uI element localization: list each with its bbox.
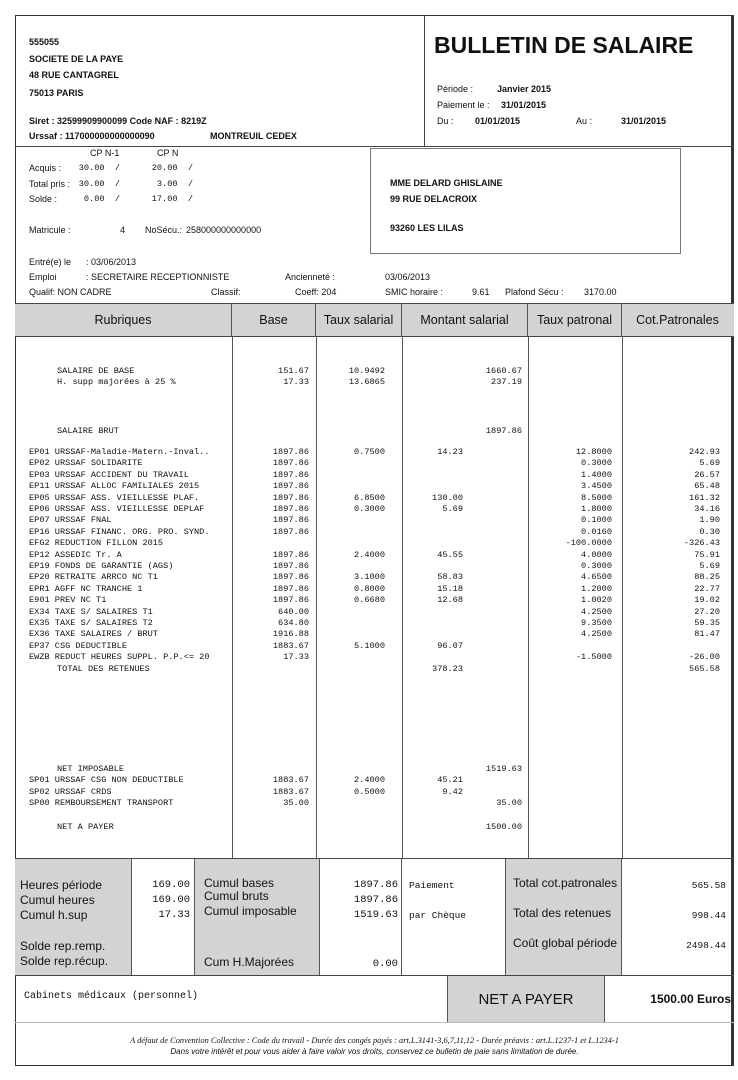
cell-cot-patronales: 65.48	[694, 481, 720, 492]
periode-label: Période :	[437, 84, 474, 94]
cell-taux-patronal: 0.0160	[581, 526, 612, 537]
cell-rubrique: EWZB REDUCT HEURES SUPPL. P.P.<= 20	[29, 652, 210, 663]
cell-montant-salarial: 5.69	[442, 504, 463, 514]
secu-number: 258000000000000	[186, 225, 262, 235]
total-cot-pat: 565.58	[691, 880, 726, 891]
classif: Classif:	[211, 287, 241, 297]
table-row	[0, 426, 738, 437]
cell-base: 1897.86	[272, 549, 309, 560]
cell-taux-salarial: 3.1000	[354, 572, 385, 583]
cell-base: 1883.67	[272, 640, 309, 651]
cell-base: 640.00	[278, 606, 309, 617]
cell-taux-patronal: 8.5000	[581, 492, 612, 503]
cell-cot-patronales: 26.57	[694, 469, 720, 480]
table-row	[0, 798, 738, 809]
cumul-imposable: 1519.63	[353, 909, 398, 921]
cell-taux-salarial: 13.6865	[348, 377, 385, 388]
cell-montant-salarial: 58.83	[437, 572, 463, 583]
cell-rubrique: EX34 TAXE S/ SALAIRES T1	[29, 606, 153, 617]
table-row	[0, 572, 738, 583]
table-row	[0, 641, 738, 652]
cell-rubrique: EP03 URSSAF ACCIDENT DU TRAVAIL	[29, 469, 189, 480]
company-urssaf-city: MONTREUIL CEDEX	[210, 131, 297, 141]
cell-montant-gain: 1660.67	[485, 366, 522, 376]
payment-mode: par Chèque	[409, 910, 467, 921]
divider	[424, 15, 425, 146]
cell-montant-gain: 1897.86	[485, 426, 522, 436]
cell-rubrique: EPR1 AGFF NC TRANCHE 1	[29, 583, 143, 594]
au-date: 31/01/2015	[621, 116, 667, 126]
cell-cot-patronales: 0.30	[699, 526, 720, 537]
company-urssaf: Urssaf : 117000000000000090	[29, 131, 155, 141]
cell-rubrique: EFG2 REDUCTION FILLON 2015	[29, 538, 164, 549]
document-title: BULLETIN DE SALAIRE	[434, 32, 694, 58]
table-row	[0, 447, 738, 458]
cell-cot-patronales: -326.43	[683, 538, 720, 549]
cp-n1-value: 30.00 /	[78, 163, 120, 173]
company-street: 48 RUE CANTAGREL	[29, 70, 119, 80]
cumul-bruts-label: Cumul bruts	[204, 889, 269, 903]
cell-base: 1897.86	[272, 561, 309, 571]
cell-taux-patronal: 3.4500	[581, 481, 612, 492]
table-row	[0, 787, 738, 798]
cell-cot-patronales: 1.90	[699, 515, 720, 526]
cell-base: 1897.86	[272, 469, 309, 480]
th-montant-salarial: Montant salarial	[402, 303, 528, 337]
cell-taux-salarial: 10.9492	[348, 366, 385, 376]
cell-rubrique: EX35 TAXE S/ SALAIRES T2	[29, 618, 153, 628]
cumul-hsup: 17.33	[158, 909, 190, 921]
company-siret: Siret : 32599909900099 Code NAF : 8219Z	[29, 116, 207, 126]
cell-base: 1897.86	[272, 572, 309, 583]
table-row	[0, 652, 738, 663]
cell-cot-patronales: 59.35	[694, 618, 720, 628]
cell-cot-patronales: 88.25	[694, 572, 720, 583]
cell-taux-patronal: 1.2000	[581, 583, 612, 594]
table-row	[0, 458, 738, 469]
cumul-bruts: 1897.86	[353, 894, 398, 906]
plafond: 3170.00	[584, 287, 617, 297]
cell-taux-patronal: 4.0000	[581, 549, 612, 560]
cell-rubrique: EP20 RETRAITE ARRCO NC T1	[29, 572, 158, 583]
cp-n1-header: CP N-1	[90, 148, 120, 158]
cum-hmaj: 0.00	[372, 958, 398, 970]
cell-montant-salarial: 378.23	[432, 663, 463, 674]
table-row	[0, 584, 738, 595]
divider	[15, 1022, 734, 1023]
cell-taux-patronal: 1.0020	[581, 595, 612, 606]
cell-montant-salarial: 12.68	[437, 595, 463, 606]
secu-label: NoSécu.:	[145, 225, 183, 235]
cell-base: 1883.67	[272, 775, 309, 786]
cell-cot-patronales: 75.91	[694, 549, 720, 560]
cout-global-label: Coût global période	[513, 936, 618, 950]
cell-rubrique: SP02 URSSAF CRDS	[29, 786, 112, 797]
cell-rubrique: EP05 URSSAF ASS. VIEILLESSE PLAF.	[29, 492, 200, 503]
heures-periode: 169.00	[152, 879, 190, 891]
cell-montant-salarial: 14.23	[437, 447, 463, 457]
cell-rubrique: SP00 REMBOURSEMENT TRANSPORT	[29, 798, 174, 809]
table-row	[0, 377, 738, 388]
cell-base: 17.33	[283, 377, 309, 388]
cell-base: 1897.86	[272, 515, 309, 526]
table-row	[0, 561, 738, 572]
paiement-date: 31/01/2015	[501, 100, 547, 110]
paiement-label: Paiement	[409, 880, 455, 891]
employee-street: 99 RUE DELACROIX	[390, 194, 478, 204]
smic: 9.61	[472, 287, 490, 297]
cell-taux-patronal: 4.2500	[581, 606, 612, 617]
table-row	[0, 481, 738, 492]
cell-taux-patronal: 1.8000	[581, 504, 612, 514]
matricule: 4	[120, 225, 126, 235]
legal-line-1: A défaut de Convention Collective : Code du travail - Durée des congés payés : art.L.3141-3,6,7,11,12 - Durée préavis : art.L.1237-1 et L.1234-1	[130, 1036, 619, 1045]
table-row	[0, 366, 738, 377]
cell-taux-patronal: 12.8000	[575, 447, 612, 457]
legal-line-2: Dans votre intérêt et pour vous aider à faire valoir vos droits, conservez ce bulletin de paie sans limitation de durée.	[170, 1047, 579, 1056]
cell-base: 151.67	[278, 366, 309, 376]
cell-montant-salarial: 45.55	[437, 549, 463, 560]
table-row	[0, 515, 738, 526]
cell-rubrique: EP37 CSG DEDUCTIBLE	[29, 640, 127, 651]
total-retenues-label: Total des retenues	[513, 906, 612, 920]
cell-taux-salarial: 0.3000	[354, 504, 385, 514]
cell-taux-salarial: 2.4000	[354, 775, 385, 786]
cell-montant-gain: 1519.63	[485, 764, 522, 774]
cp-n-value: 20.00 /	[151, 163, 193, 173]
cell-taux-patronal: -1.5000	[575, 652, 612, 663]
table-row	[0, 775, 738, 786]
employee-city: 93260 LES LILAS	[390, 223, 464, 233]
cell-taux-salarial: 2.4000	[354, 549, 385, 560]
cell-base: 1897.86	[272, 492, 309, 503]
cumul-heures-label: Cumul heures	[20, 893, 95, 907]
cumul-bases-label: Cumul bases	[204, 876, 275, 890]
th-base: Base	[232, 303, 316, 337]
th-taux-salarial: Taux salarial	[316, 303, 402, 337]
cell-cot-patronales: 81.47	[694, 629, 720, 640]
cell-cot-patronales: 5.69	[699, 561, 720, 571]
entree-date: : 03/06/2013	[86, 257, 137, 267]
table-row	[0, 629, 738, 640]
cell-taux-patronal: 4.2500	[581, 629, 612, 640]
cp-n-value: 17.00 /	[151, 194, 193, 204]
au-label: Au :	[576, 116, 593, 126]
total-cot-pat-label: Total cot.patronales	[513, 876, 618, 890]
table-row	[0, 764, 738, 775]
th-cot-patronales: Cot.Patronales	[636, 313, 719, 327]
qualif: Qualif: NON CADRE	[29, 287, 112, 297]
cell-taux-salarial: 6.8500	[354, 492, 385, 503]
cp-label: Acquis :	[29, 163, 62, 173]
cell-montant-gain: 35.00	[496, 798, 522, 809]
company-name: SOCIETE DE LA PAYE	[29, 54, 124, 64]
cell-montant-salarial: 15.18	[437, 583, 463, 594]
anciennete-label: Ancienneté :	[285, 272, 336, 282]
entree-label: Entré(e) le	[29, 257, 72, 267]
cell-rubrique: EP01 URSSAF-Maladie-Matern.-Inval..	[29, 447, 210, 457]
table-row	[0, 664, 738, 675]
legal-notice	[15, 1035, 734, 1057]
cell-base: 1897.86	[272, 458, 309, 469]
cell-rubrique: NET A PAYER	[57, 822, 114, 832]
cp-label: Total pris :	[29, 178, 71, 189]
solde-recup-label: Solde rep.récup.	[20, 954, 109, 968]
cell-rubrique: EP19 FONDS DE GARANTIE (AGS)	[29, 561, 174, 571]
cell-base: 1883.67	[272, 786, 309, 797]
cell-montant-gain: 1500.00	[485, 822, 522, 832]
cell-base: 1897.86	[272, 595, 309, 606]
cell-rubrique: TOTAL DES RETENUES	[57, 663, 150, 674]
cell-taux-salarial: 5.1000	[354, 640, 385, 651]
cell-base: 1897.86	[272, 481, 309, 492]
net-a-payer-value: 1500.00 Euros	[650, 992, 731, 1006]
divider	[15, 146, 734, 147]
cell-montant-salarial: 96.07	[437, 640, 463, 651]
cell-rubrique: SALAIRE BRUT	[57, 426, 119, 436]
cell-taux-salarial: 0.6680	[354, 595, 385, 606]
cp-n1-value: 0.00 /	[83, 194, 120, 204]
cell-cot-patronales: 5.69	[699, 458, 720, 469]
company-city: 75013 PARIS	[29, 88, 84, 98]
solde-remp-label: Solde rep.remp.	[20, 939, 106, 953]
cell-montant-salarial: 45.21	[437, 775, 463, 786]
cell-montant-gain: 237.19	[491, 377, 522, 388]
du-date: 01/01/2015	[475, 116, 521, 126]
cell-taux-salarial: 0.8000	[354, 583, 385, 594]
cell-rubrique: EP12 ASSEDIC Tr. A	[29, 549, 122, 560]
table-row	[0, 493, 738, 504]
cp-n-header: CP N	[157, 148, 179, 158]
cell-taux-patronal: 0.3000	[581, 561, 612, 571]
company-code: 555055	[29, 37, 60, 47]
emploi: : SECRETAIRE RECEPTIONNISTE	[86, 272, 230, 282]
cell-taux-patronal: 4.6500	[581, 572, 612, 583]
table-row	[0, 607, 738, 618]
cout-global: 2498.44	[686, 940, 726, 951]
cell-rubrique: SP01 URSSAF CSG NON DEDUCTIBLE	[29, 775, 184, 786]
cumul-heures: 169.00	[152, 894, 190, 906]
cell-cot-patronales: 19.02	[694, 595, 720, 606]
anciennete: 03/06/2013	[385, 272, 431, 282]
cumul-imposable-label: Cumul imposable	[204, 904, 297, 918]
table-row	[0, 550, 738, 561]
cell-taux-patronal: -100.0000	[565, 538, 612, 549]
cell-base: 1897.86	[272, 447, 309, 457]
cumul-hsup-label: Cumul h.sup	[20, 908, 88, 922]
table-row	[0, 470, 738, 481]
cell-taux-patronal: 0.3000	[581, 458, 612, 469]
table-row	[0, 504, 738, 515]
plafond-label: Plafond Sécu :	[505, 287, 564, 297]
cell-cot-patronales: 34.16	[694, 504, 720, 514]
table-row	[0, 822, 738, 833]
smic-label: SMIC horaire :	[385, 287, 444, 297]
cell-rubrique: H. supp majorées à 25 %	[57, 377, 176, 388]
cell-rubrique: EP16 URSSAF FINANC. ORG. PRO. SYND.	[29, 526, 210, 537]
cell-base: 35.00	[283, 798, 309, 809]
cumul-bases: 1897.86	[353, 879, 398, 891]
cell-rubrique: EP02 URSSAF SOLIDARITE	[29, 458, 143, 469]
cell-rubrique: NET IMPOSABLE	[57, 764, 125, 774]
cell-cot-patronales: 565.58	[689, 663, 720, 674]
total-retenues: 998.44	[691, 910, 726, 921]
emploi-label: Emploi	[29, 272, 57, 282]
cell-taux-salarial: 0.5000	[354, 786, 385, 797]
cell-base: 1897.86	[272, 583, 309, 594]
employee-name: MME DELARD GHISLAINE	[390, 178, 503, 188]
cell-rubrique: EX36 TAXE SALAIRES / BRUT	[29, 629, 158, 640]
cp-n-value: 3.00 /	[156, 178, 193, 189]
cell-cot-patronales: 27.20	[694, 606, 720, 617]
net-note: Cabinets médicaux (personnel)	[24, 991, 199, 1002]
cell-taux-patronal: 1.4000	[581, 469, 612, 480]
cell-cot-patronales: -26.00	[689, 652, 720, 663]
coeff: Coeff: 204	[295, 287, 337, 297]
table-row	[0, 538, 738, 549]
cell-cot-patronales: 161.32	[689, 492, 720, 503]
cum-hmaj-label: Cum H.Majorées	[204, 955, 295, 969]
cell-rubrique: E901 PREV NC T1	[29, 595, 107, 606]
table-row	[0, 595, 738, 606]
cell-base: 1897.86	[272, 526, 309, 537]
th-taux-patronal: Taux patronal	[528, 303, 622, 337]
periode: Janvier 2015	[497, 84, 552, 94]
cell-montant-salarial: 9.42	[442, 786, 463, 797]
cell-rubrique: EP11 URSSAF ALLOC FAMILIALES 2015	[29, 481, 200, 492]
cell-rubrique: EP06 URSSAF ASS. VIEILLESSE DEPLAF	[29, 504, 205, 514]
cell-base: 17.33	[283, 652, 309, 663]
cell-taux-patronal: 9.3500	[581, 618, 612, 628]
th-rubriques: Rubriques	[15, 303, 232, 337]
cell-base: 634.80	[278, 618, 309, 628]
net-a-payer-label: NET A PAYER	[447, 976, 605, 1022]
cell-base: 1916.88	[272, 629, 309, 640]
cell-cot-patronales: 242.93	[689, 447, 720, 457]
cp-n1-value: 30.00 /	[78, 178, 120, 189]
cell-taux-salarial: 0.7500	[354, 447, 385, 457]
heures-periode-label: Heures période	[20, 878, 103, 892]
du-label: Du :	[437, 116, 454, 126]
cell-montant-salarial: 130.00	[432, 492, 463, 503]
cell-taux-patronal: 0.1000	[581, 515, 612, 526]
table-row	[0, 527, 738, 538]
cell-rubrique: SALAIRE DE BASE	[57, 366, 135, 376]
cell-cot-patronales: 22.77	[694, 583, 720, 594]
table-row	[0, 618, 738, 629]
paiement-label: Paiement le :	[437, 100, 490, 110]
cell-rubrique: EP07 URSSAF FNAL	[29, 515, 112, 526]
cp-label: Solde :	[29, 194, 58, 204]
cell-base: 1897.86	[272, 504, 309, 514]
matricule-label: Matricule :	[29, 225, 71, 235]
